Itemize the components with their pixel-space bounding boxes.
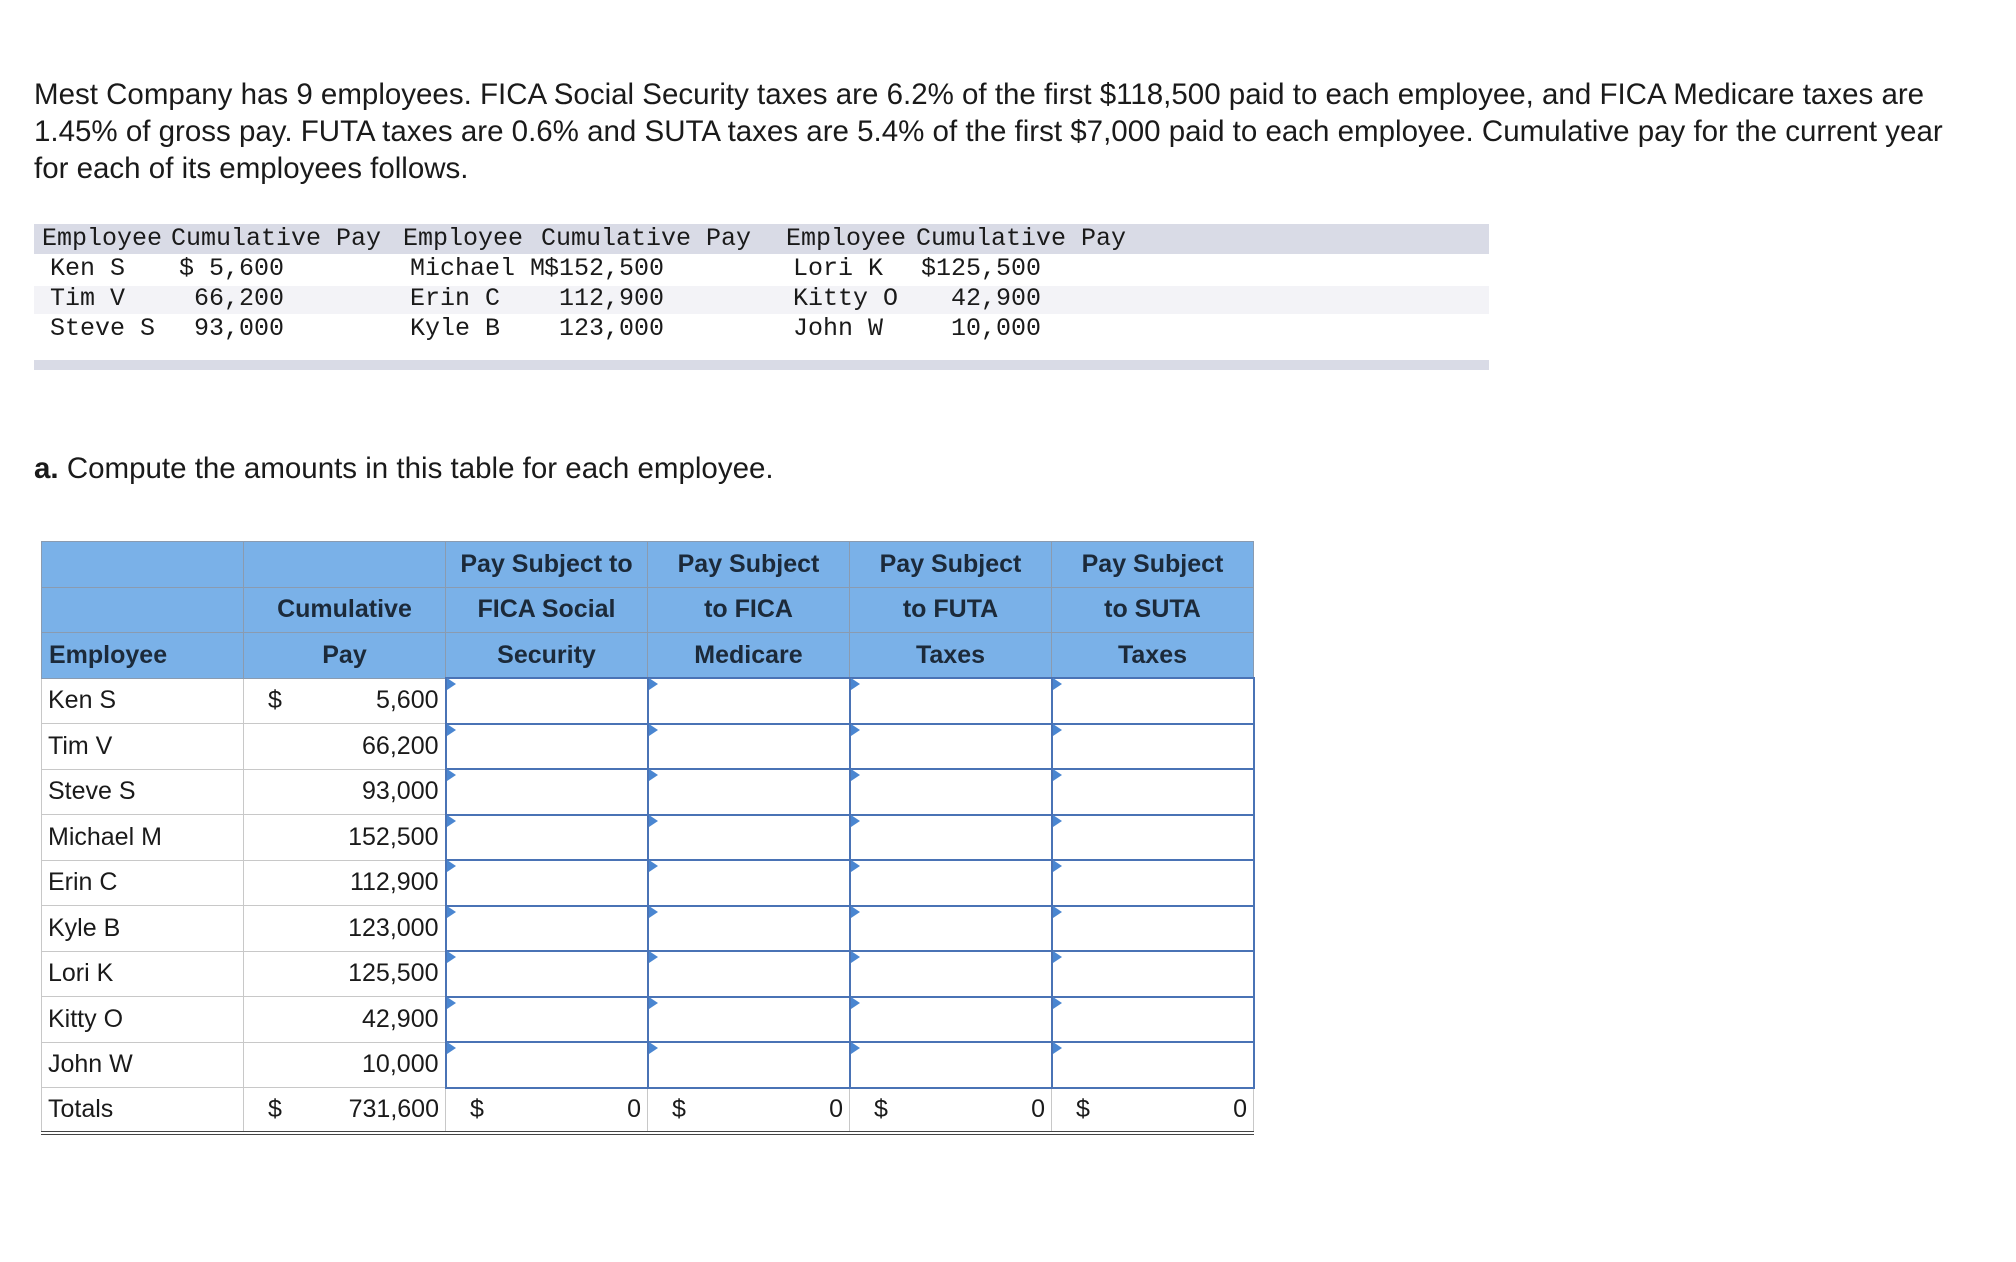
med-input-cell	[648, 1042, 850, 1088]
ref-pay: 123,000	[558, 314, 664, 343]
pay-subject-med-input[interactable]	[649, 952, 849, 996]
cumulative-pay-value: 112,900	[349, 868, 439, 897]
cumulative-pay	[244, 815, 446, 861]
total-value: 0	[829, 1095, 843, 1124]
cumulative-pay	[244, 860, 446, 906]
futa-input-cell	[850, 678, 1052, 724]
suta-input-cell	[1052, 769, 1254, 815]
pay-subject-suta-input[interactable]	[1053, 998, 1253, 1042]
pay-subject-ss-input[interactable]	[447, 952, 647, 996]
pay-subject-med-input[interactable]	[649, 816, 849, 860]
ss-input-cell	[446, 951, 648, 997]
currency-symbol: $	[268, 1095, 282, 1123]
ref-name: Ken S	[50, 254, 126, 283]
employee-name: Erin C	[42, 860, 244, 906]
header-cell	[244, 542, 446, 588]
pay-subject-ss-input[interactable]	[447, 770, 647, 814]
employee-name: Kitty O	[42, 997, 244, 1043]
ref-footer-band	[34, 360, 1489, 370]
med-input-cell	[648, 860, 850, 906]
suta-input-cell	[1052, 951, 1254, 997]
futa-input-cell	[850, 860, 1052, 906]
cell-marker-icon	[851, 769, 860, 781]
cumulative-pay-value: 152,500	[348, 822, 439, 851]
cell-marker-icon	[1053, 997, 1062, 1009]
header-suta-line2: to SUTA	[1052, 587, 1254, 633]
ref-name: Tim V	[50, 284, 126, 313]
cell-marker-icon	[649, 815, 658, 827]
employee-name: Lori K	[42, 951, 244, 997]
table-row	[42, 951, 1254, 997]
pay-subject-futa-input[interactable]	[851, 725, 1051, 769]
pay-subject-suta-input[interactable]	[1053, 679, 1253, 723]
cell-marker-icon	[447, 678, 456, 690]
suta-input-cell	[1052, 860, 1254, 906]
cell-marker-icon	[1053, 815, 1062, 827]
med-input-cell	[648, 769, 850, 815]
cumulative-pay-value: 123,000	[348, 913, 439, 942]
ref-header-pay-2: Cumulative Pay	[541, 224, 752, 253]
pay-subject-futa-input[interactable]	[851, 1043, 1051, 1087]
pay-subject-med-input[interactable]	[649, 679, 849, 723]
total-ss	[446, 1088, 648, 1134]
header-employee: Employee	[42, 633, 244, 679]
futa-input-cell	[850, 997, 1052, 1043]
employee-name: Ken S	[42, 678, 244, 724]
ref-pay: $ 5,600	[178, 254, 284, 283]
table-row	[42, 815, 1254, 861]
futa-input-cell	[850, 724, 1052, 770]
cell-marker-icon	[447, 1042, 456, 1054]
currency-symbol: $	[470, 1095, 484, 1124]
med-input-cell	[648, 906, 850, 952]
cell-marker-icon	[649, 997, 658, 1009]
header-suta-line1: Pay Subject	[1052, 542, 1254, 588]
med-input-cell	[648, 997, 850, 1043]
cell-marker-icon	[447, 815, 456, 827]
table-row	[42, 860, 1254, 906]
ss-input-cell	[446, 860, 648, 906]
pay-subject-suta-input[interactable]	[1053, 770, 1253, 814]
total-cumulative-pay	[244, 1088, 446, 1134]
cumulative-pay	[244, 1042, 446, 1088]
suta-input-cell	[1052, 1042, 1254, 1088]
currency-symbol: $	[268, 686, 282, 715]
problem-intro: Mest Company has 9 employees. FICA Social Security taxes are 6.2% of the first $118,500 paid to each employee, and FICA Medicare taxes are 1.45% of gross pay. FUTA taxes are 0.6% and SUTA taxes are 5.4% of the first $7,000 paid to each employee. Cumulative pay for the current year for each of its employees follows.	[34, 78, 1943, 185]
cumulative-pay	[244, 997, 446, 1043]
ss-input-cell	[446, 1042, 648, 1088]
pay-subject-med-input[interactable]	[649, 907, 849, 951]
ref-name: Steve S	[50, 314, 156, 343]
totals-label: Totals	[42, 1088, 244, 1134]
header-med-line1: Pay Subject	[648, 542, 850, 588]
futa-input-cell	[850, 769, 1052, 815]
header-cum-line2: Pay	[244, 633, 446, 679]
ref-name: Michael M	[410, 254, 546, 283]
cell-marker-icon	[649, 951, 658, 963]
pay-subject-ss-input[interactable]	[447, 679, 647, 723]
ss-input-cell	[446, 906, 648, 952]
header-cum-line1: Cumulative	[244, 587, 446, 633]
cell-marker-icon	[649, 724, 658, 736]
ref-header-pay-1: Cumulative Pay	[171, 224, 382, 253]
ss-input-cell	[446, 769, 648, 815]
ref-name: Lori K	[793, 254, 884, 283]
ref-pay: 42,900	[950, 284, 1041, 313]
currency-symbol: $	[874, 1095, 888, 1124]
table-row	[42, 724, 1254, 770]
pay-subject-ss-input[interactable]	[447, 998, 647, 1042]
header-futa-line1: Pay Subject	[850, 542, 1052, 588]
cell-marker-icon	[1053, 951, 1062, 963]
header-ss-line2: FICA Social	[446, 587, 648, 633]
ss-input-cell	[446, 678, 648, 724]
ref-pay: $125,500	[920, 254, 1041, 283]
table-row	[42, 678, 1254, 724]
cell-marker-icon	[851, 1042, 860, 1054]
table-row	[42, 906, 1254, 952]
pay-subject-med-input[interactable]	[649, 998, 849, 1042]
med-input-cell	[648, 951, 850, 997]
header-ss-line1: Pay Subject to	[446, 542, 648, 588]
cumulative-pay	[244, 769, 446, 815]
cell-marker-icon	[447, 906, 456, 918]
cell-marker-icon	[1053, 724, 1062, 736]
ref-name: Kitty O	[793, 284, 899, 313]
cell-marker-icon	[649, 906, 658, 918]
cell-marker-icon	[649, 1042, 658, 1054]
ref-pay: 10,000	[950, 314, 1041, 343]
ref-header-employee-1: Employee	[42, 224, 163, 253]
totals-row	[42, 1088, 1254, 1134]
futa-input-cell	[850, 906, 1052, 952]
ref-pay: 93,000	[193, 314, 284, 343]
cumulative-pay	[244, 906, 446, 952]
part-a-label: a.	[34, 452, 59, 485]
table-row	[42, 1042, 1254, 1088]
med-input-cell	[648, 678, 850, 724]
ss-input-cell	[446, 997, 648, 1043]
header-ss-line3: Security	[446, 633, 648, 679]
header-cell	[42, 542, 244, 588]
cell-marker-icon	[447, 860, 456, 872]
header-med-line3: Medicare	[648, 633, 850, 679]
pay-subject-med-input[interactable]	[649, 725, 849, 769]
table-row	[42, 997, 1254, 1043]
ref-header-employee-3: Employee	[786, 224, 907, 253]
cell-marker-icon	[851, 860, 860, 872]
ss-input-cell	[446, 724, 648, 770]
pay-subject-futa-input[interactable]	[851, 679, 1051, 723]
payroll-tax-table	[41, 541, 1255, 1135]
cell-marker-icon	[447, 997, 456, 1009]
total-value: 0	[1233, 1095, 1247, 1124]
currency-symbol: $	[672, 1095, 686, 1124]
cumulative-pay-value: 10,000	[362, 1050, 439, 1079]
part-a-text: Compute the amounts in this table for each employee.	[66, 452, 774, 485]
cumulative-pay-value: 66,200	[362, 731, 439, 760]
total-suta	[1052, 1088, 1254, 1134]
table-row	[42, 769, 1254, 815]
total-med	[648, 1088, 850, 1134]
pay-subject-futa-input[interactable]	[851, 816, 1051, 860]
cell-marker-icon	[1053, 906, 1062, 918]
ref-name: Kyle B	[410, 314, 501, 343]
header-futa-line3: Taxes	[850, 633, 1052, 679]
pay-subject-med-input[interactable]	[649, 770, 849, 814]
pay-subject-ss-input[interactable]	[447, 861, 647, 905]
futa-input-cell	[850, 951, 1052, 997]
employee-name: Steve S	[42, 769, 244, 815]
employee-name: Tim V	[42, 724, 244, 770]
ref-pay: 66,200	[193, 284, 284, 313]
suta-input-cell	[1052, 815, 1254, 861]
employee-name: John W	[42, 1042, 244, 1088]
total-value: 0	[1031, 1095, 1045, 1124]
header-suta-line3: Taxes	[1052, 633, 1254, 679]
cell-marker-icon	[851, 951, 860, 963]
ss-input-cell	[446, 815, 648, 861]
pay-subject-futa-input[interactable]	[851, 907, 1051, 951]
cumulative-pay-value: 125,500	[348, 959, 439, 988]
header-med-line2: to FICA	[648, 587, 850, 633]
total-value: 731,600	[348, 1095, 439, 1123]
ref-pay: 112,900	[558, 284, 664, 313]
pay-subject-med-input[interactable]	[649, 1043, 849, 1087]
ref-header-employee-2: Employee	[403, 224, 524, 253]
pay-subject-suta-input[interactable]	[1053, 861, 1253, 905]
pay-subject-ss-input[interactable]	[447, 725, 647, 769]
cell-marker-icon	[649, 860, 658, 872]
cell-marker-icon	[447, 951, 456, 963]
pay-subject-ss-input[interactable]	[447, 1043, 647, 1087]
cell-marker-icon	[851, 906, 860, 918]
cell-marker-icon	[851, 678, 860, 690]
header-cell	[42, 587, 244, 633]
pay-subject-suta-input[interactable]	[1053, 952, 1253, 996]
cumulative-pay-value: 5,600	[375, 686, 439, 715]
futa-input-cell	[850, 815, 1052, 861]
cell-marker-icon	[851, 997, 860, 1009]
cumulative-pay	[244, 678, 446, 724]
pay-subject-ss-input[interactable]	[447, 907, 647, 951]
cell-marker-icon	[1053, 678, 1062, 690]
cell-marker-icon	[1053, 769, 1062, 781]
ref-name: John W	[793, 314, 884, 343]
ref-pay: $152,500	[543, 254, 664, 283]
pay-subject-futa-input[interactable]	[851, 952, 1051, 996]
reference-pay-table	[34, 224, 1489, 370]
pay-subject-med-input[interactable]	[649, 861, 849, 905]
total-value: 0	[627, 1095, 641, 1124]
cumulative-pay-value: 93,000	[362, 777, 439, 806]
cell-marker-icon	[649, 769, 658, 781]
header-futa-line2: to FUTA	[850, 587, 1052, 633]
pay-subject-ss-input[interactable]	[447, 816, 647, 860]
med-input-cell	[648, 815, 850, 861]
suta-input-cell	[1052, 906, 1254, 952]
med-input-cell	[648, 724, 850, 770]
cell-marker-icon	[447, 724, 456, 736]
cell-marker-icon	[1053, 1042, 1062, 1054]
pay-subject-futa-input[interactable]	[851, 861, 1051, 905]
cumulative-pay	[244, 951, 446, 997]
suta-input-cell	[1052, 997, 1254, 1043]
suta-input-cell	[1052, 724, 1254, 770]
pay-subject-suta-input[interactable]	[1053, 907, 1253, 951]
cell-marker-icon	[851, 815, 860, 827]
suta-input-cell	[1052, 678, 1254, 724]
futa-input-cell	[850, 1042, 1052, 1088]
pay-subject-futa-input[interactable]	[851, 998, 1051, 1042]
ref-header-pay-3: Cumulative Pay	[916, 224, 1127, 253]
cumulative-pay-value: 42,900	[362, 1004, 439, 1033]
pay-subject-suta-input[interactable]	[1053, 1043, 1253, 1087]
pay-subject-suta-input[interactable]	[1053, 725, 1253, 769]
cell-marker-icon	[851, 724, 860, 736]
part-a-prompt	[34, 452, 774, 486]
cell-marker-icon	[649, 678, 658, 690]
cell-marker-icon	[447, 769, 456, 781]
currency-symbol: $	[1076, 1095, 1090, 1124]
pay-subject-suta-input[interactable]	[1053, 816, 1253, 860]
ref-name: Erin C	[410, 284, 501, 313]
cell-marker-icon	[1053, 860, 1062, 872]
total-futa	[850, 1088, 1052, 1134]
employee-name: Kyle B	[42, 906, 244, 952]
employee-name: Michael M	[42, 815, 244, 861]
pay-subject-futa-input[interactable]	[851, 770, 1051, 814]
cumulative-pay	[244, 724, 446, 770]
